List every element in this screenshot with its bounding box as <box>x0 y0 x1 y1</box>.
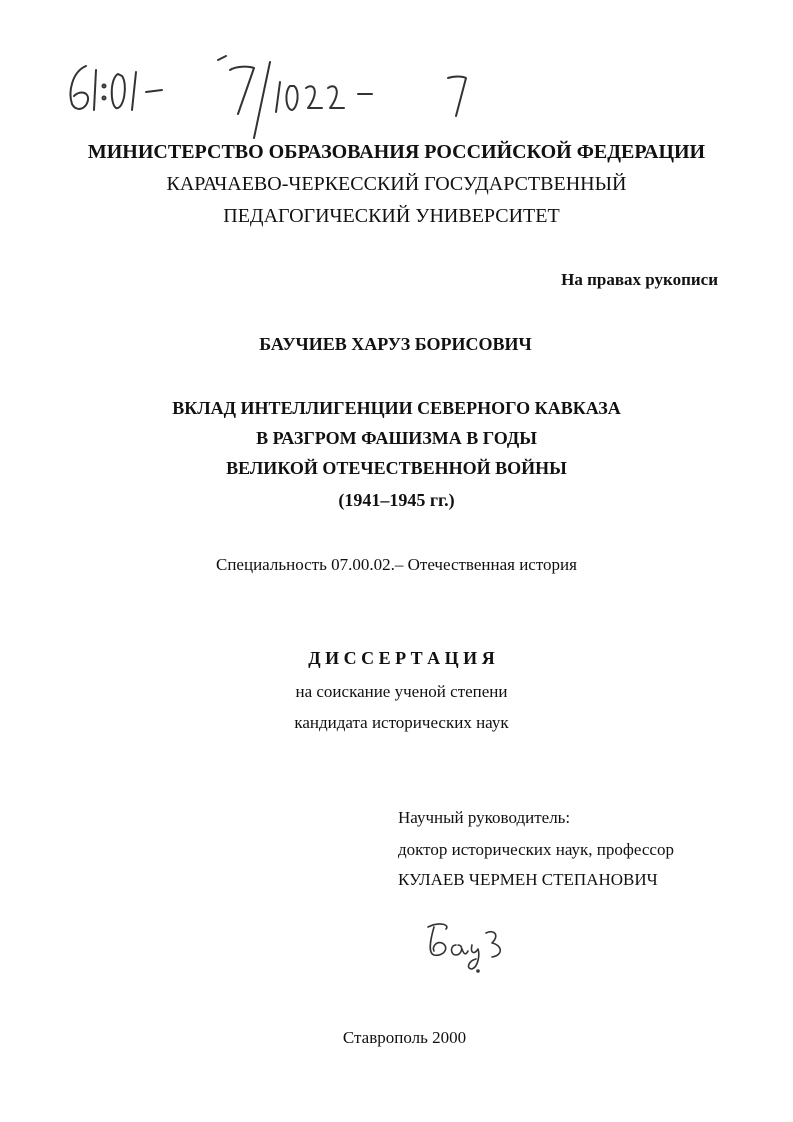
degree-purpose-line1: на соискание ученой степени <box>295 682 508 701</box>
city-year: Ставрополь 2000 <box>342 1028 467 1047</box>
title-line2: В РАЗГРОМ ФАШИЗМА В ГОДЫ <box>256 428 537 448</box>
degree-purpose-line2: кандидата исторических наук <box>294 713 509 732</box>
university-name-line1: КАРАЧАЕВО-ЧЕРКЕССКИЙ ГОСУДАРСТВЕННЫЙ <box>166 173 627 195</box>
archive-mark-scribble <box>58 52 488 147</box>
title-line1: ВКЛАД ИНТЕЛЛИГЕНЦИИ СЕВЕРНОГО КАВКАЗА <box>172 398 621 418</box>
supervisor-label: Научный руководитель: <box>398 808 571 827</box>
supervisor-degree: доктор исторических наук, профессор <box>398 840 674 859</box>
signature <box>420 915 530 975</box>
specialty-line: Специальность 07.00.02.– Отечественная история <box>216 555 577 574</box>
handwritten-archive-mark <box>58 52 488 147</box>
supervisor-name: КУЛАЕВ ЧЕРМЕН СТЕПАНОВИЧ <box>398 870 658 889</box>
signature-scribble <box>420 915 530 975</box>
university-name-line2: ПЕДАГОГИЧЕСКИЙ УНИВЕРСИТЕТ <box>223 205 560 227</box>
title-years: (1941–1945 гг.) <box>338 490 455 510</box>
author-name: БАУЧИЕВ ХАРУЗ БОРИСОВИЧ <box>259 334 532 354</box>
dissertation-label: Д И С С Е Р Т А Ц И Я <box>308 648 495 668</box>
title-line3: ВЕЛИКОЙ ОТЕЧЕСТВЕННОЙ ВОЙНЫ <box>226 458 567 478</box>
ministry-heading: МИНИСТЕРСТВО ОБРАЗОВАНИЯ РОССИЙСКОЙ ФЕДЕРАЦИИ <box>87 141 706 163</box>
manuscript-rights-note: На правах рукописи <box>561 270 718 289</box>
